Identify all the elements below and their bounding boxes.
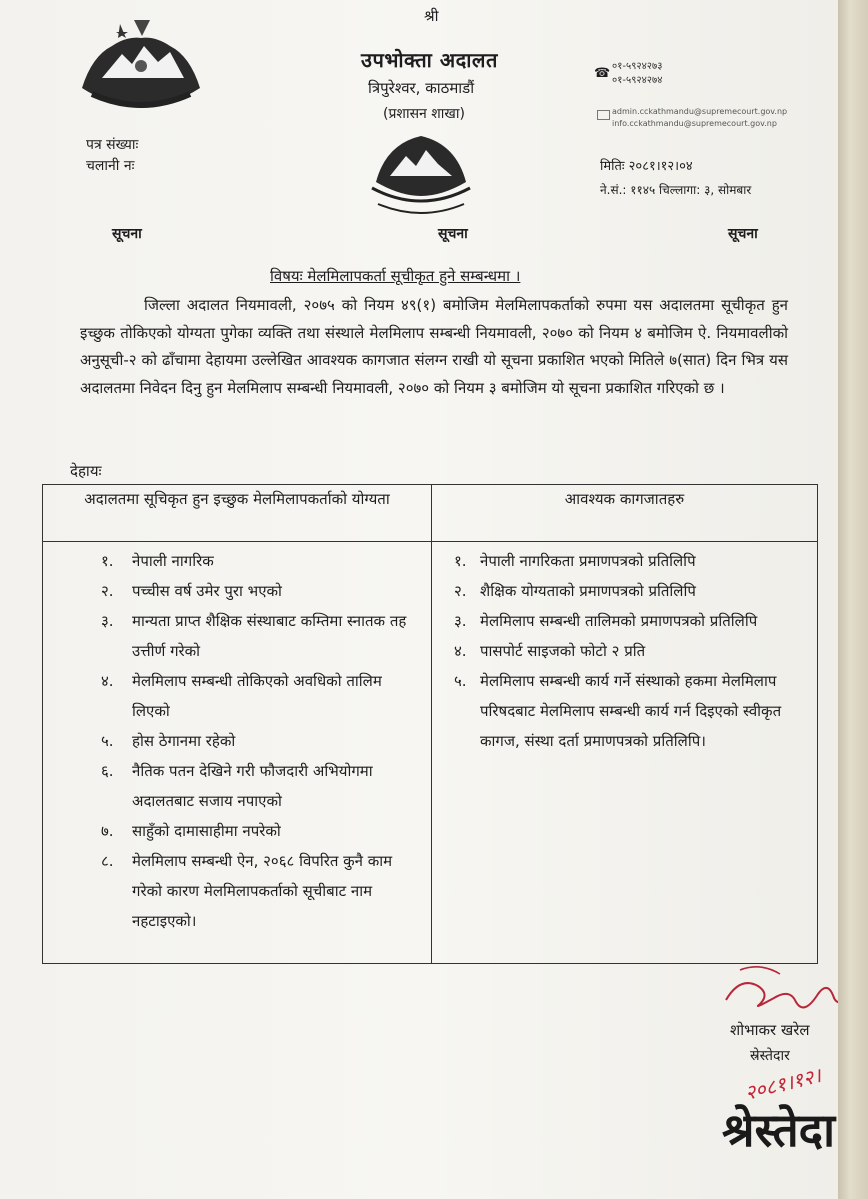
list-item [432, 666, 817, 756]
list-item-text: पासपोर्ट साइजको फोटो २ प्रति [480, 642, 646, 660]
list-item-text: नेपाली नागरिक [132, 552, 214, 570]
list-item-number: २. [454, 582, 467, 600]
list-item-number: २. [101, 582, 114, 600]
signatory-title: स्रेस्तेदार [750, 1048, 790, 1064]
list-item-text: होस ठेगानमा रहेको [132, 732, 236, 750]
nepal-sambat-date: ने.सं.: ११४५ चिल्लागा: ३, सोमबार [600, 183, 752, 197]
list-item-number: ४. [101, 672, 114, 690]
list-item [432, 636, 817, 666]
list-item [432, 546, 817, 576]
court-title: उपभोक्ता अदालत [361, 48, 498, 72]
phone-icon: ☎ [594, 66, 611, 81]
list-item [43, 726, 431, 756]
notice-label-right: सूचना [728, 226, 758, 242]
list-item-text: मान्यता प्राप्त शैक्षिक संस्थाबाट कम्तिमा स्नातक तह उत्तीर्ण गरेको [132, 612, 407, 660]
government-emblem-icon [72, 16, 210, 116]
list-item [43, 666, 431, 726]
list-item-text: पच्चीस वर्ष उमेर पुरा भएको [132, 582, 282, 600]
background-edge [838, 0, 868, 1199]
list-item-text: मेलमिलाप सम्बन्धी तोकिएको अवधिको तालिम लिएको [132, 672, 382, 720]
list-item-number: ३. [454, 612, 467, 630]
email-addresses [612, 106, 787, 130]
phone-numbers [612, 60, 662, 88]
table-body-row [43, 542, 818, 964]
table-header-row [43, 485, 818, 542]
list-item-number: ८. [101, 852, 114, 870]
court-branch: (प्रशासन शाखा) [383, 106, 465, 122]
list-item [43, 756, 431, 816]
list-item-number: १. [101, 552, 114, 570]
list-item [43, 816, 431, 846]
list-item-number: ५. [454, 672, 467, 690]
court-location: त्रिपुरेश्वर, काठमाडौं [368, 79, 475, 97]
list-item-number: ७. [101, 822, 114, 840]
documents-column-header: आवश्यक कागजातहरु [432, 485, 818, 542]
list-item [43, 576, 431, 606]
list-item-text: मेलमिलाप सम्बन्धी कार्य गर्ने संस्थाको हकमा मेलमिलाप परिषदबाट मेलमिलाप सम्बन्धी कार्य गर्न दिइएको स्वीकृत कागज, संस्था दर्ता प्रमाणपत्रको प्रतिलिपि। [480, 672, 782, 750]
list-item-number: ४. [454, 642, 467, 660]
list-item-number: ५. [101, 732, 114, 750]
list-item-text: मेलमिलाप सम्बन्धी ऐन, २०६८ विपरित कुनै काम गरेको कारण मेलमिलापकर्ताको सूचीबाट नाम नहटाइएको। [132, 852, 393, 930]
list-item-number: १. [454, 552, 467, 570]
official-stamp: श्रेस्तेदा [722, 1103, 836, 1157]
email-address-1: admin.cckathmandu@supremecourt.gov.np [612, 107, 788, 116]
notice-label-center: सूचना [438, 226, 468, 242]
header-shree: श्री [424, 7, 439, 25]
letter-number-label: पत्र संख्याः [86, 137, 139, 153]
list-item-number: ६. [101, 762, 114, 780]
list-item [432, 606, 817, 636]
requirements-table [42, 484, 818, 964]
qualification-column-header: अदालतमा सूचिकृत हुन इच्छुक मेलमिलापकर्ताको योग्यता [43, 485, 432, 542]
phone-number-2: ०१-५९२४२७४ [612, 75, 663, 86]
list-item-number: ३. [101, 612, 114, 630]
list-item-text: शैक्षिक योग्यताको प्रमाणपत्रको प्रतिलिपि [480, 582, 696, 600]
email-address-2: info.cckathmandu@supremecourt.gov.np [612, 119, 777, 128]
handwritten-date: २०८१।१२। [742, 1062, 824, 1106]
email-icon [597, 110, 610, 120]
notice-body-text: जिल्ला अदालत नियमावली, २०७५ को नियम ४९(१) बमोजिम मेलमिलापकर्ताको रुपमा यस अदालतमा सूचीकृत हुन इच्छुक तोकिएको योग्यता पुगेका व्यक्ति तथा संस्थाले मेलमिलाप सम्बन्धी नियमावली, २०७० को नियम ४ बमोजिम ऐ. नियमावलीको अनुसूची-२ को ढाँचामा देहायमा उल्लेखित आवश्यक कागजात संलग्न राखी यो सूचना प्रकाशित भएको मितिले ७(सात) दिन भित्र यस अदालतमा निवेदन दिनु हुन मेलमिलाप सम्बन्धी नियमावली, २०७० को नियम ३ बमोजिम यो सूचना प्रकाशित गरिएको छ । [80, 296, 788, 397]
list-item [43, 846, 431, 936]
documents-list [432, 542, 818, 964]
list-item-text: मेलमिलाप सम्बन्धी तालिमको प्रमाणपत्रको प्रतिलिपि [480, 612, 758, 630]
notice-subject: विषयः मेलमिलापकर्ता सूचीकृत हुने सम्बन्धमा । [270, 267, 521, 285]
list-item-text: नेपाली नागरिकता प्रमाणपत्रको प्रतिलिपि [480, 552, 696, 570]
notice-label-left: सूचना [112, 226, 142, 242]
signatory-name: शोभाकर खरेल [730, 1021, 810, 1039]
court-seal-icon [362, 122, 480, 224]
qualification-list [43, 542, 432, 964]
list-item-text: नैतिक पतन देखिने गरी फौजदारी अभियोगमा अदालतबाट सजाय नपाएको [132, 762, 373, 810]
details-label: देहायः [70, 462, 102, 480]
phone-number-1: ०१-५९२४२७३ [612, 61, 663, 72]
dispatch-number-label: चलानी नः [86, 158, 135, 174]
list-item [432, 576, 817, 606]
document-date: मितिः २०८१।१२।०४ [600, 159, 693, 174]
list-item [43, 606, 431, 666]
notice-body [80, 292, 788, 402]
list-item-text: साहुँको दामासाहीमा नपरेको [132, 822, 281, 840]
list-item [43, 546, 431, 576]
